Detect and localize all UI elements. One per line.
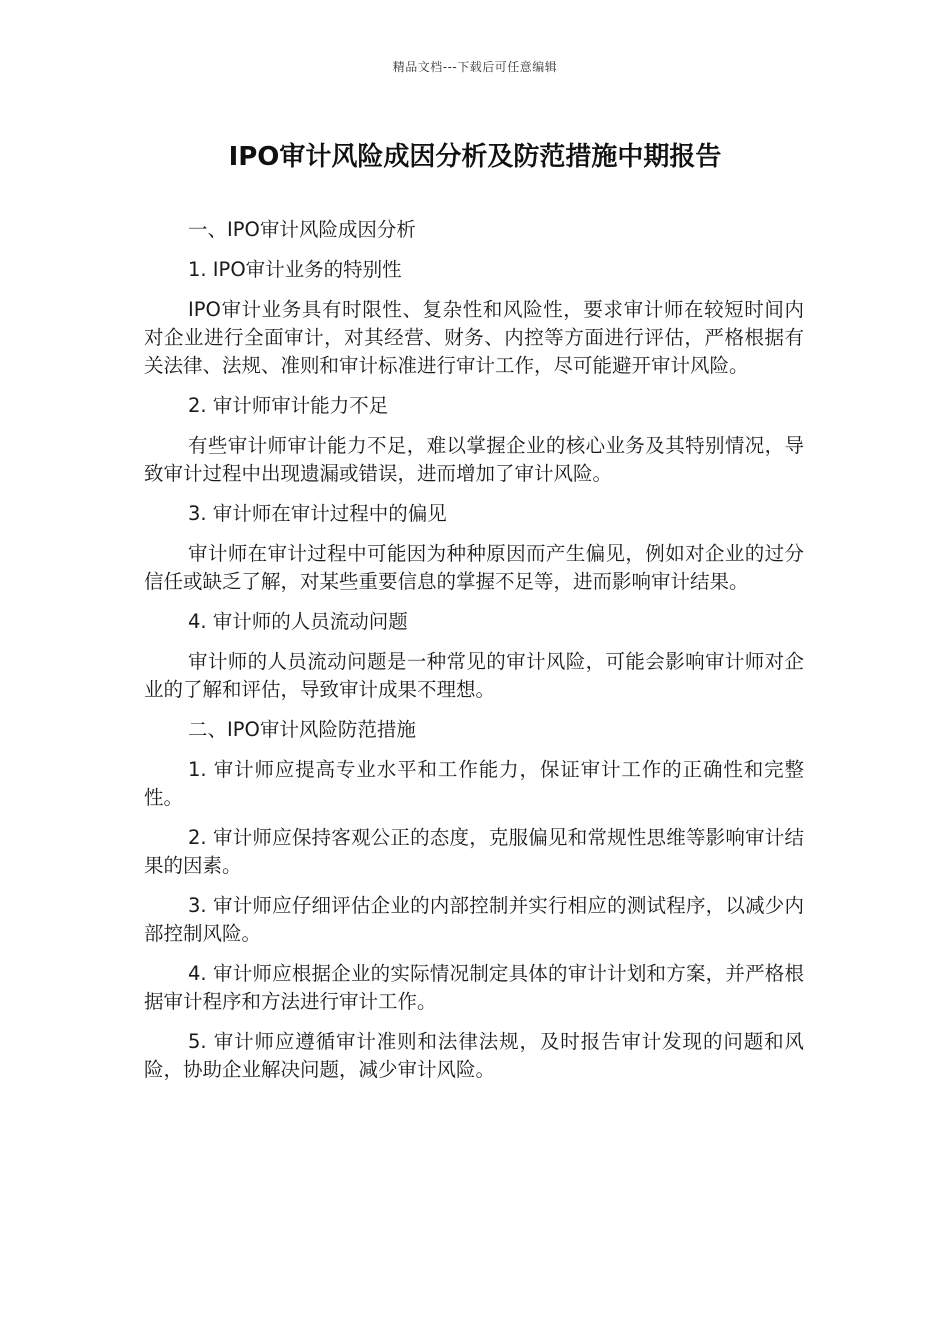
- header-note: 精品文档---下载后可任意编辑: [392, 60, 558, 74]
- section-heading-measures: 二、IPO审计风险防范措施: [188, 718, 416, 741]
- paragraph-insufficient-ability: 有些审计师审计能力不足，难以掌握企业的核心业务及其特别情况，导致审计过程中出现遗漏或错误，进而增加了审计风险。: [144, 434, 804, 485]
- paragraph-ipo-specialty: IPO审计业务具有时限性、复杂性和风险性，要求审计师在较短时间内对企业进行全面审计，对其经营、财务、内控等方面进行评估，严格根据有关法律、法规、准则和审计标准进行审计工作，尽可能避开审计风险。: [144, 298, 804, 377]
- measure-item-2: 2. 审计师应保持客观公正的态度，克服偏见和常规性思维等影响审计结果的因素。: [144, 826, 804, 877]
- subheading-auditor-bias: 3. 审计师在审计过程中的偏见: [188, 502, 447, 525]
- measure-item-3: 3. 审计师应仔细评估企业的内部控制并实行相应的测试程序，以减少内部控制风险。: [144, 894, 804, 945]
- section-heading-causes: 一、IPO审计风险成因分析: [188, 218, 416, 241]
- paragraph-staff-turnover: 审计师的人员流动问题是一种常见的审计风险，可能会影响审计师对企业的了解和评估，导致审计成果不理想。: [144, 650, 804, 701]
- subheading-insufficient-ability: 2. 审计师审计能力不足: [188, 394, 389, 417]
- subheading-staff-turnover: 4. 审计师的人员流动问题: [188, 610, 408, 633]
- document-title: IPO审计风险成因分析及防范措施中期报告: [228, 142, 722, 172]
- measure-item-5: 5. 审计师应遵循审计准则和法律法规，及时报告审计发现的问题和风险，协助企业解决问题，减少审计风险。: [144, 1030, 804, 1081]
- document-body: [144, 216, 804, 1096]
- subheading-ipo-specialty: 1. IPO审计业务的特别性: [188, 258, 402, 281]
- measure-item-1: 1. 审计师应提高专业水平和工作能力，保证审计工作的正确性和完整性。: [144, 758, 804, 809]
- paragraph-auditor-bias: 审计师在审计过程中可能因为种种原因而产生偏见，例如对企业的过分信任或缺乏了解，对某些重要信息的掌握不足等，进而影响审计结果。: [144, 542, 804, 593]
- measure-item-4: 4. 审计师应根据企业的实际情况制定具体的审计计划和方案，并严格根据审计程序和方法进行审计工作。: [144, 962, 804, 1013]
